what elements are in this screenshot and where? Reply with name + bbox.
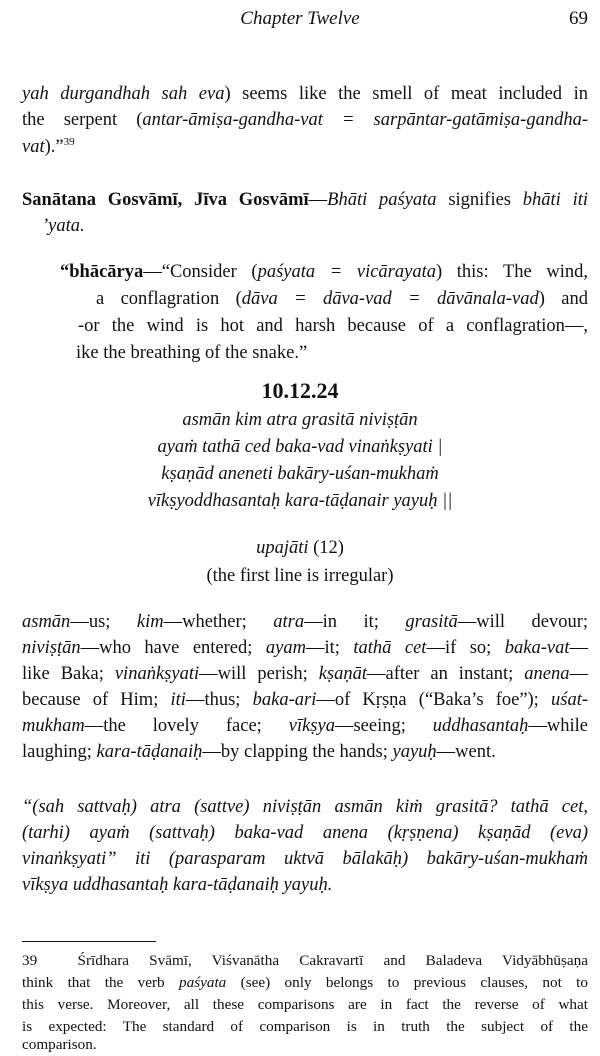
verse-line-4: vīkṣyoddhasantaḥ kara-tāḍanair yayuḥ ||: [147, 491, 453, 511]
footnote-text: think that the verb: [22, 974, 180, 991]
footnote-number: 39: [22, 952, 38, 969]
sanskrit-term: kara-tāḍanaiḥ: [96, 742, 203, 762]
para1-line1: [22, 84, 588, 105]
gloss: —after an instant;: [367, 664, 525, 684]
gloss: —of Kṛṣṇa (“Baka’s foe”);: [316, 690, 552, 710]
gloss: —: [569, 664, 588, 684]
sanskrit-term: vinaṅkṣyati: [114, 664, 200, 684]
gloss: —: [569, 638, 589, 658]
sanskrit-term: kṣaṇāt: [318, 664, 368, 684]
synonyms-line-4: [22, 690, 588, 711]
footnote-text: Śrīdhara Svāmī, Viśvanātha Cakravartī and Baladeva Vidyābhūṣaṇa: [77, 952, 589, 969]
gloss: —the lovely face;: [84, 716, 289, 736]
para1-italic: vat: [22, 137, 45, 158]
running-header: Chapter Twelve: [240, 8, 360, 29]
page-number: 69: [569, 8, 588, 29]
para3-italic: paśyata = vicārayata: [257, 262, 436, 282]
gloss: —went.: [436, 742, 496, 762]
meter-note: (the first line is irregular): [206, 566, 394, 586]
footnote-text: (see) only belongs to previous clauses, not to: [226, 974, 588, 991]
meter-italic: upajāti: [256, 538, 309, 558]
gloss: laughing;: [22, 742, 97, 762]
meter-name: [0, 538, 600, 559]
gloss: —will perish;: [199, 664, 319, 684]
footnote-line-5: comparison.: [22, 1036, 97, 1053]
para2-italic: bhāti iti: [522, 190, 588, 210]
footnote-line-2: [22, 974, 588, 991]
gloss: —by clapping the hands;: [202, 742, 393, 762]
synonyms-line-1: [22, 612, 588, 633]
gloss: —who have entered;: [80, 638, 266, 658]
para3-line2: [96, 289, 588, 310]
verse-line-2: ayaṁ tathā ced baka-vad vinaṅkṣyati |: [157, 437, 443, 457]
gloss: because of Him;: [22, 690, 171, 710]
para1-italic: antar-āmiṣa-gandha-vat = sarpāntar-gatāmiṣa-gandha-: [142, 110, 588, 130]
footnote-reference: 39: [63, 136, 75, 148]
sanskrit-term: atra: [273, 612, 305, 632]
para3-text: ) and: [538, 289, 588, 309]
gloss: —while: [528, 716, 588, 736]
sanskrit-term: yayuḥ: [392, 742, 437, 762]
sanskrit-term: uśat-: [551, 690, 589, 710]
prose-line-2: (tarhi) ayaṁ (sattvaḥ) baka-vad anena (kṛṣṇena) kṣaṇād (eva): [22, 823, 588, 843]
prose-line-1: “(sah sattvaḥ) atra (sattve) niviṣṭān asmān kiṁ grasitā? tathā cet,: [22, 797, 588, 817]
sanskrit-term: anena: [524, 664, 570, 684]
synonyms-line-3: [22, 664, 588, 685]
sanskrit-term: mukham: [22, 716, 85, 736]
gloss: —it;: [305, 638, 354, 658]
gloss: like Baka;: [22, 664, 115, 684]
para2-line1: [22, 190, 588, 211]
synonyms-line-2: [22, 638, 588, 659]
para1-text: the serpent (: [22, 110, 143, 130]
verse-line-3: kṣaṇād aneneti bakāry-uśan-mukhaṁ: [161, 464, 439, 484]
gloss: —whether;: [163, 612, 274, 632]
para1-italic: yah durgandhah sah eva: [22, 84, 225, 104]
footnote-line-1: [22, 952, 588, 969]
para1-line3: [22, 136, 75, 158]
commentator-name: “bhācārya: [60, 262, 144, 282]
prose-line-3: vinaṅkṣyati” iti (parasparam uktvā bālakāḥ) bakāry-uśan-mukhaṁ: [22, 849, 588, 869]
sanskrit-term: asmān: [22, 612, 71, 632]
sanskrit-term: uddhasantaḥ: [432, 716, 529, 736]
gloss: —will devour;: [457, 612, 589, 632]
sanskrit-term: tathā cet: [353, 638, 427, 658]
sanskrit-term: baka-vat: [504, 638, 570, 658]
sanskrit-term: kim: [136, 612, 164, 632]
sanskrit-term: iti: [170, 690, 186, 710]
para3-text: ) this: The wind,: [435, 262, 588, 282]
synonyms-line-6: [22, 742, 496, 763]
prose-line-4: vīkṣya uddhasantaḥ kara-tāḍanaiḥ yayuḥ.: [22, 875, 333, 895]
para2-line2: ’yata.: [42, 216, 85, 236]
para1-text: ) seems like the smell of meat included in: [224, 84, 588, 104]
para1-line2: [22, 110, 588, 131]
gloss: —seeing;: [334, 716, 433, 736]
verse-line-1: asmān kim atra grasitā niviṣṭān: [182, 410, 418, 430]
commentator-names: Sanātana Gosvāmī, Jīva Gosvāmī: [22, 190, 309, 210]
gloss: —if so;: [426, 638, 505, 658]
meter-count: (12): [308, 538, 344, 558]
para3-text: —“Consider (: [143, 262, 258, 282]
para1-text: ).”: [44, 137, 64, 158]
para3-line4: ike the breathing of the snake.”: [76, 343, 308, 363]
footnote-line-4: is expected: The standard of comparison is in truth the subject of the: [22, 1018, 588, 1035]
para3-text: a conflagration (: [96, 289, 242, 309]
synonyms-line-5: [22, 716, 588, 737]
sanskrit-term: vīkṣya: [288, 716, 335, 736]
footnote-line-3: this verse. Moreover, all these comparisons are in fact the reverse of what: [22, 996, 588, 1013]
sanskrit-term: ayam: [265, 638, 306, 658]
verse-number: 10.12.24: [261, 378, 339, 403]
para2-italic: Bhāti paśyata: [327, 190, 437, 210]
sanskrit-term: grasitā: [405, 612, 458, 632]
para3-line3: -or the wind is hot and harsh because of a conflagration—,: [78, 316, 588, 336]
para2-text: signifies: [436, 190, 523, 210]
gloss: —us;: [70, 612, 137, 632]
footnote-italic: paśyata: [179, 974, 227, 991]
sanskrit-term: baka-ari: [252, 690, 317, 710]
gloss: —thus;: [185, 690, 253, 710]
para3-italic: dāva = dāva-vad = dāvānala-vad: [241, 289, 539, 309]
dash: —: [308, 190, 328, 210]
gloss: —in it;: [304, 612, 406, 632]
para3-line1: [60, 262, 588, 283]
sanskrit-term: niviṣṭān: [22, 638, 81, 658]
footnote-rule: [22, 941, 156, 942]
